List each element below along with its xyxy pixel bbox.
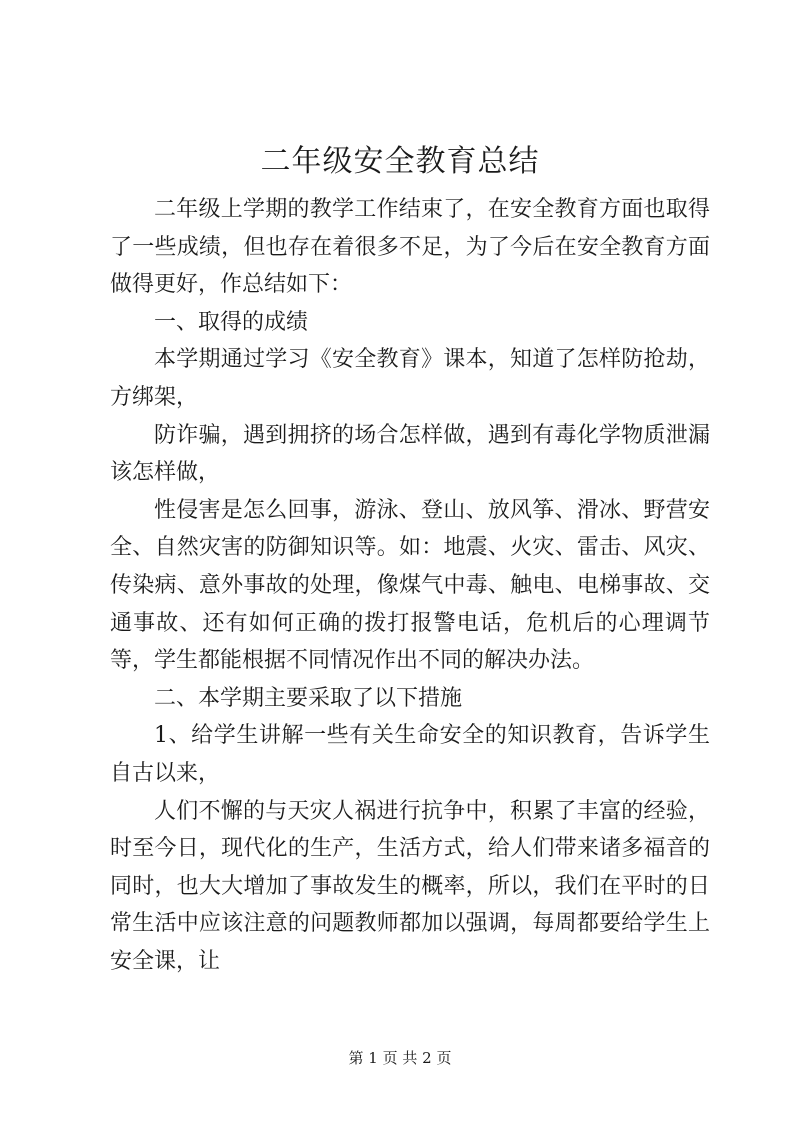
paragraph-anti-fraud: 防诈骗，遇到拥挤的场合怎样做，遇到有毒化学物质泄漏该怎样做， [110,422,710,486]
page-footer: 第 1 页 共 2 页 [348,1049,452,1067]
paragraph-textbook: 本学期通过学习《安全教育》课本，知道了怎样防抢劫，方绑架， [110,347,710,410]
paragraph-intro: 二年级上学期的教学工作结束了，在安全教育方面也取得了一些成绩，但也存在着很多不足，为了今后在安全教育方面做得更好，作总结如下： [110,197,710,298]
paragraph-safety-knowledge: 性侵害是怎么回事，游泳、登山、放风筝、滑冰、野营安全、自然灾害的防御知识等。如：地震、火灾、雷击、风灾、传染病、意外事故的处理，像煤气中毒、触电、电梯事故、交通事故、还有如何正确的拨打报警电话，危机后的心理调节等，学生都能根据不同情况作出不同的解决办法。 [110,497,710,674]
section-heading-achievements: 一、取得的成绩 [154,309,309,335]
document-body [110,191,710,980]
section-heading-measures: 二、本学期主要采取了以下措施 [154,685,463,711]
paragraph-measure-1: 1、给学生讲解一些有关生命安全的知识教育，告诉学生自古以来， [110,723,710,786]
paragraph-history: 人们不懈的与天灾人祸进行抗争中，积累了丰富的经验，时至今日，现代化的生产，生活方式，给人们带来诸多福音的同时，也大大增加了事故发生的概率，所以，我们在平时的日常生活中应该注意的问题教师都加以强调，每周都要给学生上安全课，让 [110,798,710,974]
document-title: 二年级安全教育总结 [260,144,540,179]
